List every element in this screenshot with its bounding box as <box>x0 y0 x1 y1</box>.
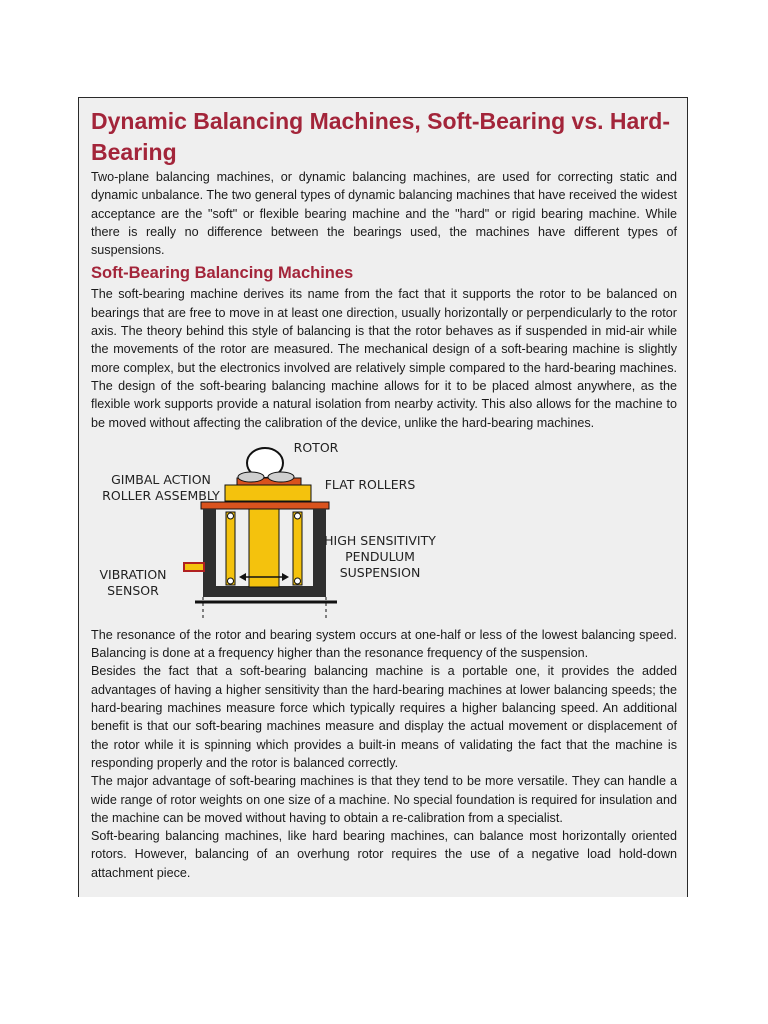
section-paragraph: The soft-bearing machine derives its name from the fact that it supports the rotor to be balanced on bearings that are free to move in at least one direction, usually horizontally or perpendicularly to the rotor axis. The theory behind this style of balancing is that the rotor behaves as if suspended in mid-air while the movements of the rotor are measured. The mechanical design of a soft-bearing machine is slightly more complex, but the electronics involved are relatively simple compared to the hard-bearing machines. The design of the soft-bearing balancing machine allows for it to be placed almost anywhere, as the flexible work supports provide a natural isolation from nearby activity. This also allows for the machine to be moved without affecting the calibration of the device, unlike the hard-bearing machines. <box>91 287 677 430</box>
label-gimbal-line1: GIMBAL ACTION <box>111 471 211 487</box>
label-suspension <box>319 533 441 581</box>
machine-drawing <box>91 436 677 626</box>
label-sensor <box>91 567 175 599</box>
intro-paragraph: Two-plane balancing machines, or dynamic balancing machines, are used for correcting static and dynamic unbalance. The two general types of dynamic balancing machines that have received the widest acceptance are the "soft" or flexible bearing machine and the "hard" or rigid bearing machine. While there is really no difference between the bearings used, the machines have different types of suspensions. <box>91 170 677 258</box>
label-gimbal <box>97 472 225 504</box>
label-suspension-line2: PENDULUM <box>345 548 415 564</box>
article-panel <box>78 97 688 897</box>
section-heading: Soft-Bearing Balancing Machines <box>91 264 354 283</box>
page-title: Dynamic Balancing Machines, Soft-Bearing vs. Hard-Bearing <box>91 108 670 165</box>
label-sensor-line2: SENSOR <box>107 582 159 598</box>
label-sensor-line1: VIBRATION <box>99 566 167 582</box>
label-flat-rollers-text: FLAT ROLLERS <box>324 476 416 492</box>
resonance-paragraph: The resonance of the rotor and bearing system occurs at one-half or less of the lowest balancing speed. Balancing is done at a frequency higher than the resonance frequency of the suspension. <box>91 627 677 661</box>
label-suspension-line1: HIGH SENSITIVITY <box>324 532 436 548</box>
label-rotor <box>291 440 341 456</box>
article-content <box>91 106 677 882</box>
label-gimbal-line2: ROLLER ASSEMBLY <box>102 487 220 503</box>
benefits-paragraph: Besides the fact that a soft-bearing balancing machine is a portable one, it provides the added advantages of having a higher sensitivity than the hard-bearing machines at lower balancing speeds; the hard-bearing machines measure force which typically requires a higher balancing speed. An additional benefit is that our soft-bearing machines measure and display the actual movement or displacement of the rotor while it is spinning which provides a built-in means of validating the fact that the machine is responding properly and the rotor is balanced correctly. <box>91 664 677 770</box>
overhung-paragraph: Soft-bearing balancing machines, like hard bearing machines, can balance most horizontally oriented rotors. However, balancing of an overhung rotor requires the use of a negative load hold-down attachment piece. <box>91 829 677 880</box>
label-flat-rollers <box>317 477 423 493</box>
label-suspension-line3: SUSPENSION <box>339 564 421 580</box>
pendulum-link-left <box>226 512 235 585</box>
flat-roller-left <box>238 472 264 482</box>
advantage-paragraph: The major advantage of soft-bearing machines is that they tend to be more versatile. They can handle a wide range of rotor weights on one size of a machine. No special foundation is required for insulation and the machine can be moved without having to obtain a re-calibration from a specialist. <box>91 774 677 825</box>
frame-base <box>203 586 326 597</box>
label-rotor-text: ROTOR <box>293 439 339 455</box>
vibration-sensor <box>184 563 204 571</box>
gimbal-block <box>225 485 311 501</box>
flat-roller-right <box>268 472 294 482</box>
frame-left-post <box>203 509 216 597</box>
pendulum-body <box>249 509 279 587</box>
pendulum-link-right <box>293 512 302 585</box>
soft-bearing-diagram <box>91 436 677 626</box>
